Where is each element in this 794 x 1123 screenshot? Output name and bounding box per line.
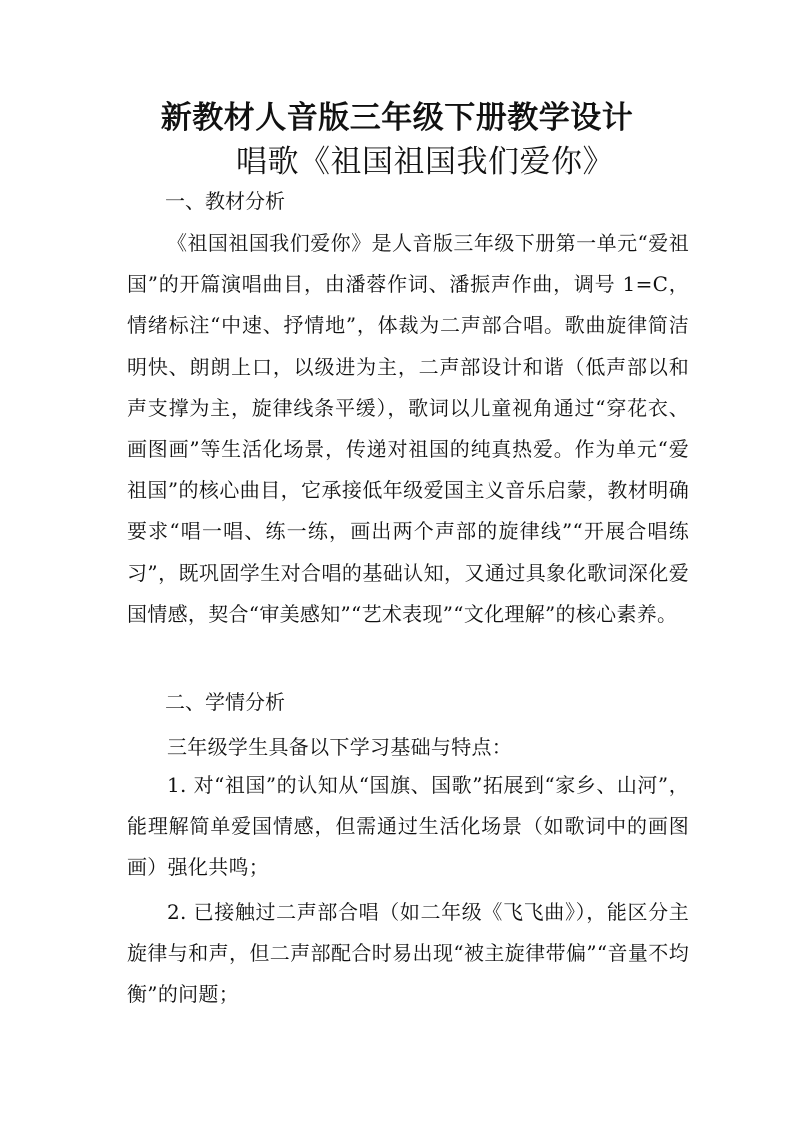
learner-analysis-intro: 三年级学生具备以下学习基础与特点： <box>167 735 513 759</box>
document-title: 新教材人音版三年级下册教学设计 <box>160 100 634 136</box>
textbook-analysis-paragraph: 《祖国祖国我们爱你》是人音版三年级下册第一单元“爱祖国”的开篇演唱曲目，由潘蓉作词、潘振声作曲，调号 1=C，情绪标注“中速、抒情地”，体裁为二声部合唱。歌曲旋律简洁明快、朗朗上口，以级进为主，二声部设计和谐（低声部以和声支撑为主，旋律线条平缓），歌词以儿童视角通过“穿花衣、画图画”等生活化场景，传递对祖国的纯真热爱。作为单元“爱祖国”的核心曲目，它承接低年级爱国主义音乐启蒙，教材明确要求“唱一唱、练一练，画出两个声部的旋律线”“开展合唱练习”，既巩固学生对合唱的基础认知，又通过具象化歌词深化爱国情感，契合“审美感知”“艺术表现”“文化理解”的核心素养。 <box>127 231 689 626</box>
document-subtitle: 唱歌《祖国祖国我们爱你》 <box>236 144 614 180</box>
learner-analysis-item-2: 2. 已接触过二声部合唱（如二年级《飞飞曲》），能区分主旋律与和声，但二声部配合时易出现“被主旋律带偏”“音量不均衡”的问题； <box>127 900 689 1007</box>
section-heading-textbook-analysis: 一、教材分析 <box>165 189 285 213</box>
learner-analysis-item-1: 1. 对“祖国”的认知从“国旗、国歌”拓展到“家乡、山河”，能理解简单爱国情感，但需通过生活化场景（如歌词中的画图画）强化共鸣； <box>127 773 689 880</box>
section-heading-learner-analysis: 二、学情分析 <box>165 690 285 714</box>
